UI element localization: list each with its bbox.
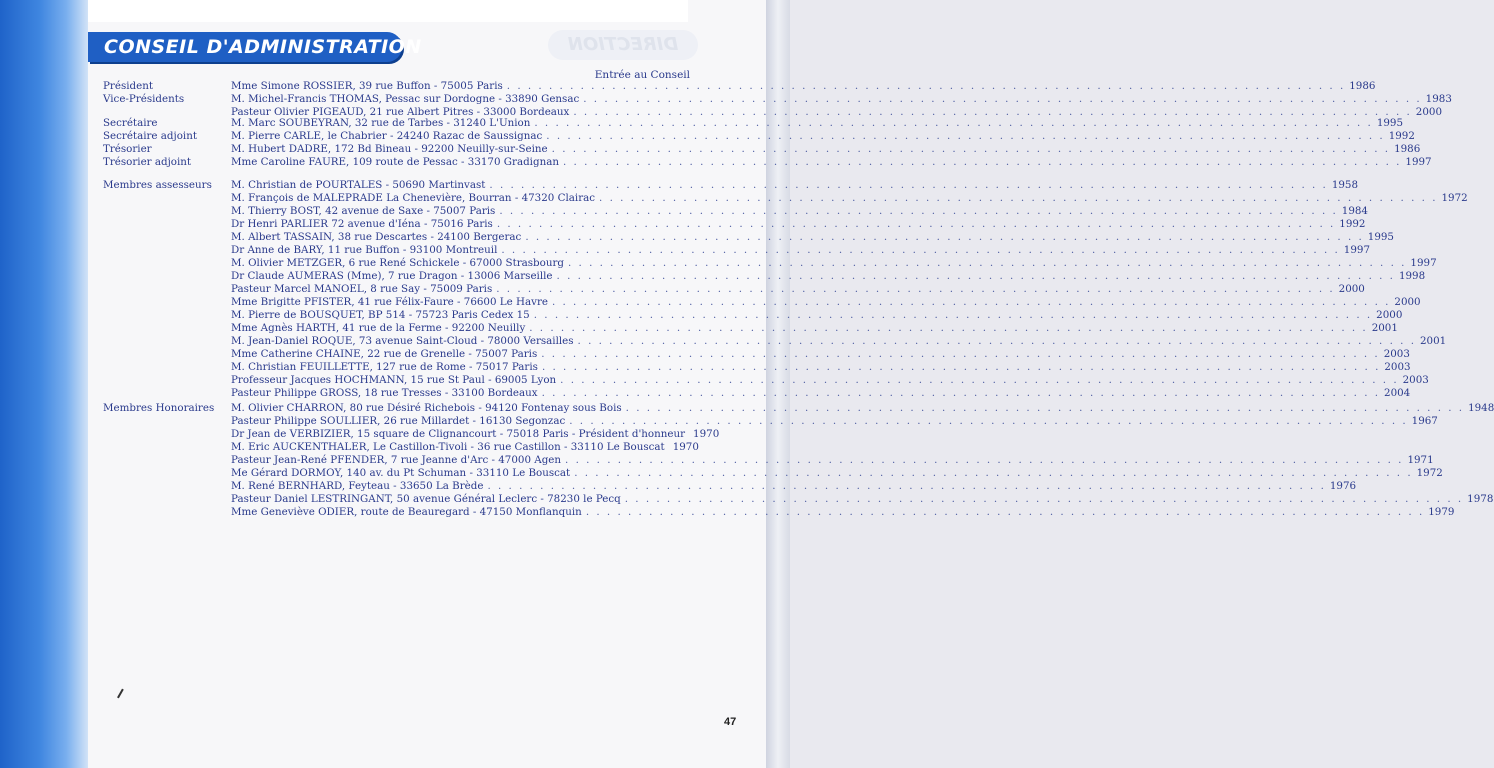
member-row [231, 348, 1410, 361]
dot-leader: . . . . . . . . . . . . . . . . . . . . . . . . . . . . . . . . . . . . . . . . . . . . . . . . . . . . . . . . . . . . . . . . . . . . . . . . . . . . . . . . [541, 348, 1380, 360]
member-row [231, 467, 1443, 480]
role-label: Secrétaire [103, 117, 158, 129]
dot-leader: . . . . . . . . . . . . . . . . . . . . . . . . . . . . . . . . . . . . . . . . . . . . . . . . . . . . . . . . . . . . . . . . . . . . . . . . . . . . . . . . [533, 309, 1373, 321]
member-name-address: Me Gérard DORMOY, 140 av. du Pt Schuman - 33110 Le Bouscat [231, 467, 571, 479]
dot-leader: . . . . . . . . . . . . . . . . . . . . . . . . . . . . . . . . . . . . . . . . . . . . . . . . . . . . . . . . . . . . . . . . . . . . . . . . . . . . . . . . [599, 192, 1438, 204]
dot-leader: . . . . . . . . . . . . . . . . . . . . . . . . . . . . . . . . . . . . . . . . . . . . . . . . . . . . . . . . . . . . . . . . . . . . . . . . . . . . . . . . [585, 506, 1425, 518]
entry-year: 1997 [1405, 156, 1432, 168]
member-name-address: M. Olivier CHARRON, 80 rue Désiré Richebois - 94120 Fontenay sous Bois [231, 402, 622, 414]
entry-year: 1972 [1416, 467, 1443, 479]
dot-leader: . . . . . . . . . . . . . . . . . . . . . . . . . . . . . . . . . . . . . . . . . . . . . . . . . . . . . . . . . . . . . . . . . . . . . . . . . . . . . . . . [489, 179, 1328, 191]
member-name-address: Pasteur Jean-René PFENDER, 7 rue Jeanne d'Arc - 47000 Agen [231, 454, 562, 466]
entry-year: 2001 [1419, 335, 1447, 347]
member-row [231, 143, 1421, 156]
member-name-address: Dr Jean de VERBIZIER, 15 square de Clignancourt - 75018 Paris - Président d'honneur [231, 428, 686, 440]
member-name-address: M. Christian de POURTALES - 50690 Martinvast [231, 179, 486, 191]
dot-leader: . . . . . . . . . . . . . . . . . . . . . . . . . . . . . . . . . . . . . . . . . . . . . . . . . . . . . . . . . . . . . . . . . . . . . . . . . . . . . . . . [501, 244, 1340, 256]
member-row [231, 179, 1359, 192]
member-name-address: Pasteur Marcel MANOEL, 8 rue Say - 75009 Paris [231, 283, 493, 295]
dot-leader: . . . . . . . . . . . . . . . . . . . . . . . . . . . . . . . . . . . . . . . . . . . . . . . . . . . . . . . . . . . . . . . . . . . . . . . . . . . . . . . . [506, 80, 1346, 92]
entry-year: 2004 [1384, 387, 1411, 399]
member-row [231, 322, 1398, 335]
role-label: Trésorier adjoint [103, 156, 192, 168]
dot-leader: . . . . . . . . . . . . . . . . . . . . . . . . . . . . . . . . . . . . . . . . . . . . . . . . . . . . . . . . . . . . . . . . . . . . . . . . . . . . . . . . [546, 130, 1385, 142]
member-row [231, 244, 1371, 257]
entry-year: 1992 [1388, 130, 1415, 142]
member-row [231, 80, 1376, 93]
entry-year: 1997 [1343, 244, 1371, 256]
dot-leader: . . . . . . . . . . . . . . . . . . . . . . . . . . . . . . . . . . . . . . . . . . . . . . . . . . . . . . . . . . . . . . . . . . . . . . . . . . . . . . . . [560, 374, 1399, 386]
member-row [231, 454, 1434, 467]
member-name-address: M. Hubert DADRE, 172 Bd Bineau - 92200 Neuilly-sur-Seine [231, 143, 548, 155]
member-row [231, 231, 1394, 244]
member-name-address: Mme Catherine CHAINE, 22 rue de Grenelle - 75007 Paris [231, 348, 538, 360]
entry-year: 1970 [693, 428, 720, 440]
entry-year: 2000 [1376, 309, 1403, 321]
member-row [231, 335, 1447, 348]
member-name-address: M. Pierre CARLE, le Chabrier - 24240 Razac de Saussignac [231, 130, 543, 142]
column-header-entry-year: Entrée au Conseil [594, 69, 690, 81]
entry-year: 1971 [1407, 454, 1434, 466]
dot-leader: . . . . . . . . . . . . . . . . . . . . . . . . . . . . . . . . . . . . . . . . . . . . . . . . . . . . . . . . . . . . . . . . . . . . . . . . . . . . . . . . [525, 231, 1364, 243]
member-row [231, 402, 1494, 415]
entry-year: 2000 [1394, 296, 1421, 308]
member-row [231, 218, 1366, 231]
entry-year: 1984 [1341, 205, 1368, 217]
role-label: Vice-Présidents [103, 93, 185, 105]
member-row [231, 130, 1415, 143]
member-row [231, 93, 1452, 106]
member-name-address: M. Jean-Daniel ROQUE, 73 avenue Saint-Cloud - 78000 Versailles [231, 335, 574, 347]
dot-leader: . . . . . . . . . . . . . . . . . . . . . . . . . . . . . . . . . . . . . . . . . . . . . . . . . . . . . . . . . . . . . . . . . . . . . . . . . . . . . . . . [573, 106, 1412, 118]
member-row [231, 296, 1421, 309]
role-label: Membres assesseurs [103, 179, 212, 191]
member-name-address: Mme Caroline FAURE, 109 route de Pessac - 33170 Gradignan [231, 156, 559, 168]
dot-leader: . . . . . . . . . . . . . . . . . . . . . . . . . . . . . . . . . . . . . . . . . . . . . . . . . . . . . . . . . . . . . . . . . . . . . . . . . . . . . . . . [624, 493, 1464, 505]
dot-leader: . . . . . . . . . . . . . . . . . . . . . . . . . . . . . . . . . . . . . . . . . . . . . . . . . . . . . . . . . . . . . . . . . . . . . . . . . . . . . . . . [541, 387, 1381, 399]
member-name-address: Mme Simone ROSSIER, 39 rue Buffon - 75005 Paris [231, 80, 503, 92]
member-name-address: Dr Claude AUMERAS (Mme), 7 rue Dragon - 13006 Marseille [231, 270, 553, 282]
role-label: Secrétaire adjoint [103, 130, 197, 142]
entry-year: 2000 [1338, 283, 1365, 295]
entry-year: 1986 [1394, 143, 1421, 155]
entry-year: 1972 [1441, 192, 1468, 204]
member-row [231, 257, 1437, 270]
member-row [231, 156, 1432, 169]
entry-year: 2003 [1384, 361, 1411, 373]
entry-year: 1967 [1411, 415, 1438, 427]
dot-leader: . . . . . . . . . . . . . . . . . . . . . . . . . . . . . . . . . . . . . . . . . . . . . . . . . . . . . . . . . . . . . . . . . . . . . . . . . . . . . . . . [569, 415, 1408, 427]
member-row [231, 283, 1365, 296]
role-label: Membres Honoraires [103, 402, 215, 414]
member-name-address: Mme Geneviève ODIER, route de Beauregard - 47150 Monflanquin [231, 506, 582, 518]
dot-leader: . . . . . . . . . . . . . . . . . . . . . . . . . . . . . . . . . . . . . . . . . . . . . . . . . . . . . . . . . . . . . . . . . . . . . . . . . . . . . . . . [556, 270, 1395, 282]
member-name-address: Pasteur Philippe SOULLIER, 26 rue Millardet - 16130 Segonzac [231, 415, 566, 427]
entry-year: 2003 [1383, 348, 1410, 360]
member-name-address: Pasteur Olivier PIGEAUD, 21 rue Albert Pitres - 33000 Bordeaux [231, 106, 570, 118]
dot-leader: . . . . . . . . . . . . . . . . . . . . . . . . . . . . . . . . . . . . . . . . . . . . . . . . . . . . . . . . . . . . . . . . . . . . . . . . . . . . . . . . [541, 361, 1381, 373]
member-row [231, 506, 1455, 519]
member-row [231, 387, 1411, 400]
entry-year: 1997 [1410, 257, 1437, 269]
member-row [231, 441, 699, 454]
member-name-address: M. Eric AUCKENTHALER, Le Castillon-Tivoli - 36 rue Castillon - 33110 Le Bouscat [231, 441, 665, 453]
member-name-address: M. Pierre de BOUSQUET, BP 514 - 75723 Paris Cedex 15 [231, 309, 530, 321]
member-name-address: M. Marc SOUBEYRAN, 32 rue de Tarbes - 31240 L'Union [231, 117, 531, 129]
entry-year: 1995 [1376, 117, 1404, 129]
entry-year: 1983 [1425, 93, 1452, 105]
member-name-address: M. Albert TASSAIN, 38 rue Descartes - 24100 Bergerac [231, 231, 522, 243]
member-name-address: M. François de MALEPRADE La Chenevière, Bourran - 47320 Clairac [231, 192, 596, 204]
member-name-address: Professeur Jacques HOCHMANN, 15 rue St Paul - 69005 Lyon [231, 374, 557, 386]
member-name-address: M. Michel-Francis THOMAS, Pessac sur Dordogne - 33890 Gensac [231, 93, 580, 105]
member-row [231, 205, 1368, 218]
dot-leader: . . . . . . . . . . . . . . . . . . . . . . . . . . . . . . . . . . . . . . . . . . . . . . . . . . . . . . . . . . . . . . . . . . . . . . . . . . . . . . . . [496, 283, 1335, 295]
member-name-address: M. Christian FEUILLETTE, 127 rue de Rome - 75017 Paris [231, 361, 538, 373]
member-row [231, 374, 1429, 387]
member-name-address: Mme Agnès HARTH, 41 rue de la Ferme - 92200 Neuilly [231, 322, 526, 334]
member-row [231, 493, 1494, 506]
member-name-address: Pasteur Philippe GROSS, 18 rue Tresses - 33100 Bordeaux [231, 387, 538, 399]
member-row [231, 270, 1426, 283]
entry-year: 1979 [1428, 506, 1455, 518]
dot-leader: . . . . . . . . . . . . . . . . . . . . . . . . . . . . . . . . . . . . . . . . . . . . . . . . . . . . . . . . . . . . . . . . . . . . . . . . . . . . . . . . [499, 205, 1338, 217]
dot-leader: . . . . . . . . . . . . . . . . . . . . . . . . . . . . . . . . . . . . . . . . . . . . . . . . . . . . . . . . . . . . . . . . . . . . . . . . . . . . . . . . [534, 117, 1373, 129]
entry-year: 2001 [1371, 322, 1398, 334]
entry-year: 2003 [1402, 374, 1429, 386]
entry-year: 1948 [1468, 402, 1494, 414]
dot-leader: . . . . . . . . . . . . . . . . . . . . . . . . . . . . . . . . . . . . . . . . . . . . . . . . . . . . . . . . . . . . . . . . . . . . . . . . . . . . . . . . [487, 480, 1326, 492]
dot-leader: . . . . . . . . . . . . . . . . . . . . . . . . . . . . . . . . . . . . . . . . . . . . . . . . . . . . . . . . . . . . . . . . . . . . . . . . . . . . . . . . [551, 296, 1391, 308]
member-name-address: Dr Henri PARLIER 72 avenue d'Iéna - 75016 Paris [231, 218, 493, 230]
member-row [231, 192, 1468, 205]
entry-year: 1978 [1467, 493, 1494, 505]
page-title: CONSEIL D'ADMINISTRATION [104, 36, 422, 58]
entry-year: 1986 [1349, 80, 1376, 92]
member-name-address: M. Olivier METZGER, 6 rue René Schickele - 67000 Strasbourg [231, 257, 564, 269]
dot-leader: . . . . . . . . . . . . . . . . . . . . . . . . . . . . . . . . . . . . . . . . . . . . . . . . . . . . . . . . . . . . . . . . . . . . . . . . . . . . . . . . [551, 143, 1391, 155]
entry-year: 1958 [1331, 179, 1359, 191]
role-label: Président [103, 80, 153, 92]
show-through-heading: DIRECTION [548, 30, 698, 60]
member-row [231, 428, 720, 441]
role-label: Trésorier [103, 143, 152, 155]
member-row [231, 117, 1404, 130]
dot-leader: . . . . . . . . . . . . . . . . . . . . . . . . . . . . . . . . . . . . . . . . . . . . . . . . . . . . . . . . . . . . . . . . . . . . . . . . . . . . . . . . [568, 257, 1407, 269]
dot-leader: . . . . . . . . . . . . . . . . . . . . . . . . . . . . . . . . . . . . . . . . . . . . . . . . . . . . . . . . . . . . . . . . . . . . . . . . . . . . . . . . [625, 402, 1465, 414]
dot-leader: . . . . . . . . . . . . . . . . . . . . . . . . . . . . . . . . . . . . . . . . . . . . . . . . . . . . . . . . . . . . . . . . . . . . . . . . . . . . . . . . [496, 218, 1336, 230]
top-white-band [88, 0, 688, 22]
dot-leader: . . . . . . . . . . . . . . . . . . . . . . . . . . . . . . . . . . . . . . . . . . . . . . . . . . . . . . . . . . . . . . . . . . . . . . . . . . . . . . . . [583, 93, 1422, 105]
member-row [231, 309, 1403, 322]
entry-year: 1995 [1367, 231, 1394, 243]
member-row [231, 415, 1438, 428]
blue-side-band [0, 0, 88, 768]
member-row [231, 361, 1411, 374]
member-row [231, 480, 1357, 493]
entry-year: 1998 [1398, 270, 1426, 282]
page-number: 47 [724, 716, 737, 728]
entry-year: 1970 [672, 441, 699, 453]
dot-leader: . . . . . . . . . . . . . . . . . . . . . . . . . . . . . . . . . . . . . . . . . . . . . . . . . . . . . . . . . . . . . . . . . . . . . . . . . . . . . . . . [574, 467, 1413, 479]
entry-year: 1976 [1329, 480, 1357, 492]
dot-leader: . . . . . . . . . . . . . . . . . . . . . . . . . . . . . . . . . . . . . . . . . . . . . . . . . . . . . . . . . . . . . . . . . . . . . . . . . . . . . . . . [565, 454, 1404, 466]
member-name-address: Pasteur Daniel LESTRINGANT, 50 avenue Général Leclerc - 78230 le Pecq [231, 493, 621, 505]
entry-year: 2000 [1415, 106, 1443, 118]
entry-year: 1992 [1339, 218, 1366, 230]
member-name-address: Mme Brigitte PFISTER, 41 rue Félix-Faure - 76600 Le Havre [231, 296, 548, 308]
dot-leader: . . . . . . . . . . . . . . . . . . . . . . . . . . . . . . . . . . . . . . . . . . . . . . . . . . . . . . . . . . . . . . . . . . . . . . . . . . . . . . . . [577, 335, 1416, 347]
dot-leader: . . . . . . . . . . . . . . . . . . . . . . . . . . . . . . . . . . . . . . . . . . . . . . . . . . . . . . . . . . . . . . . . . . . . . . . . . . . . . . . . [562, 156, 1402, 168]
member-name-address: M. Thierry BOST, 42 avenue de Saxe - 75007 Paris [231, 205, 496, 217]
dot-leader: . . . . . . . . . . . . . . . . . . . . . . . . . . . . . . . . . . . . . . . . . . . . . . . . . . . . . . . . . . . . . . . . . . . . . . . . . . . . . . . . [529, 322, 1368, 334]
member-name-address: M. René BERNHARD, Feyteau - 33650 La Brède [231, 480, 484, 492]
member-name-address: Dr Anne de BARY, 11 rue Buffon - 93100 Montreuil [231, 244, 498, 256]
